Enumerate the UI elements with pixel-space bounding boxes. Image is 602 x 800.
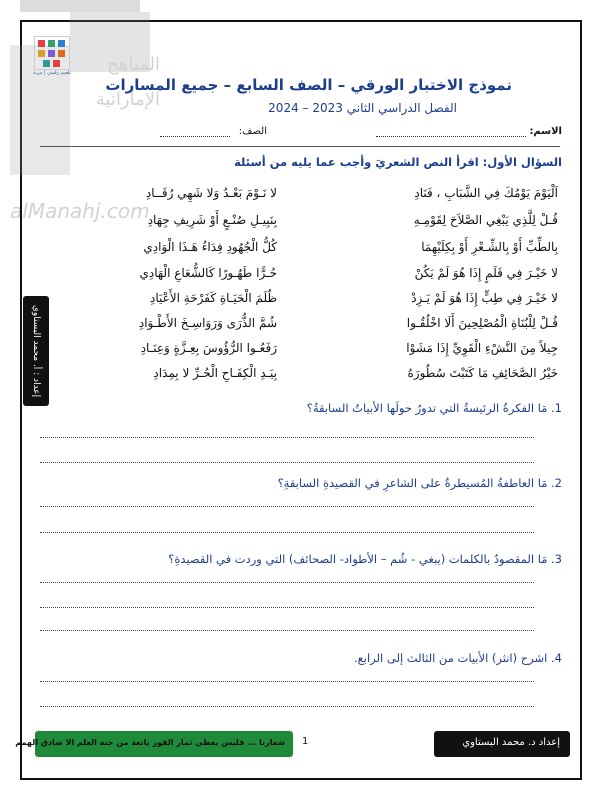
- verse-left: بِنَبِيـلِ صُنْـعٍ أَوْ شَرِيفِ جِهَادِ: [147, 213, 277, 227]
- watermark-line2: الإماراتية: [95, 89, 160, 110]
- watermark-site: alManahj.com: [10, 199, 150, 223]
- verse-right: قُـلْ لِلَّذِي يَبْغِي الصَّلاَحَ لِقَوْمِـهِ: [413, 213, 558, 227]
- motto-text: شعارنا ... فليس يعطي ثمار الفوز يانعة من جنة العلم الا صادق الهمم: [15, 738, 285, 747]
- verse-left: لا نَـوْمَ بَعْـدُ وَلا شَهِي رُقَــادِ: [145, 186, 277, 200]
- question-text: 1. مَا الفكرةُ الرئيسةُ التي تدورُ حولَها الأبياتُ السابقةُ؟: [306, 401, 562, 415]
- author-sidebar: [23, 296, 49, 406]
- name-field[interactable]: [376, 136, 526, 137]
- question-text: 4. اشرح (انثر) الأبيات من الثالث إلى الرابع.: [354, 651, 562, 665]
- verse-right: قُـلْ لِلْبُنَاةِ الْمُصْلِحِينَ أَلَا اخْلُقُـوا: [406, 316, 558, 330]
- answer-line[interactable]: [40, 706, 534, 707]
- logo-caption: تلعيم رقمي | مرنة: [32, 70, 72, 76]
- answer-line[interactable]: [40, 582, 534, 583]
- verse-left: بِيَـدِ الْكِفَـاحِ الْحُـرِّ لا بِمِدَادِ: [153, 366, 277, 380]
- verse-right: خَيْرُ الصَّحَائِفِ مَا كَتَبْتَ سُطُورَهُ: [407, 366, 558, 380]
- verse-right: اَلْيَوْمَ يَوْمُكَ فِي الشَّبَابِ ، فَنَادِ: [414, 186, 558, 200]
- verse-left: ظُلَمَ الْحَيَـاةِ كَفَرْحَةِ الأَعْيَادِ: [150, 291, 277, 305]
- verse-right: جِيلاً مِنَ النَّشْءِ الْقَوِيِّ إِذَا مَشَوْا: [406, 341, 558, 355]
- verse-right: لا خَيْـرَ فِي قَلَمٍ إِذَا هُوَ لَمْ يَكُنْ: [414, 266, 558, 280]
- student-info-row: [40, 126, 562, 142]
- verse-left: حُـرًّا طَهُـورًا كَالشُّعَاعِ الْهَادِي: [139, 266, 277, 280]
- motto-banner: [15, 731, 293, 757]
- sidebar-text: إعداد : أ. محمد البستاوي: [31, 304, 41, 398]
- answer-line[interactable]: [40, 506, 534, 507]
- answer-line[interactable]: [40, 462, 534, 463]
- page-subtitle: الفصل الدراسي الثاني 2023 – 2024: [268, 101, 457, 115]
- author-banner: [434, 731, 570, 757]
- answer-line[interactable]: [40, 630, 534, 631]
- divider: [40, 146, 560, 147]
- verse-left: كُلُّ الْجُهُودِ فِدَاءُ هَـذَا الْوَادِي: [143, 240, 277, 254]
- name-label: الاسم:: [529, 126, 562, 137]
- answer-line[interactable]: [40, 607, 534, 608]
- verse-right: لا خَيْـرَ فِي طِبٍّ إِذَا هُوَ لَمْ يَـزِدْ: [411, 291, 558, 305]
- answer-line[interactable]: [40, 532, 534, 533]
- school-logo: [34, 36, 70, 70]
- verse-left: شُمَّ الذُّرَى وَرَوَاسِـخَ الأَطْـوَادِ: [138, 316, 277, 330]
- answer-line[interactable]: [40, 681, 534, 682]
- page-number: 1: [302, 736, 309, 747]
- answer-line[interactable]: [40, 437, 534, 438]
- class-field[interactable]: [160, 136, 230, 137]
- author-text: إعداد د. محمد البستاوي: [462, 737, 560, 748]
- watermark-line1: المناهج: [107, 54, 160, 75]
- class-label: الصف:: [238, 126, 267, 137]
- question-text: 2. مَا العاطفةُ المُسيطرةُ على الشاعرِ في القصيدةِ السابقةِ؟: [277, 476, 562, 490]
- verse-left: رَفَعُـوا الرُّؤُوسَ بِعِـزَّةٍ وَعِنَـادِ: [140, 341, 277, 355]
- verse-right: بِالطِّبِّ أَوْ بِالشِّـعْرِ أَوْ بِكِلَيْهِمَا: [421, 240, 558, 254]
- page-title: نموذج الاختبار الورقي – الصف السابع – جميع المسارات: [105, 76, 512, 94]
- question-text: 3. مَا المقصودُ بالكلمات (يبغي - شُم – الأطواد- الصحائف) التي وردت في القصيدةِ؟: [168, 552, 562, 566]
- question-1-heading: السؤال الأول: اقرأ النص الشعريَ وأجب عما يليه من أسئلة: [234, 155, 562, 169]
